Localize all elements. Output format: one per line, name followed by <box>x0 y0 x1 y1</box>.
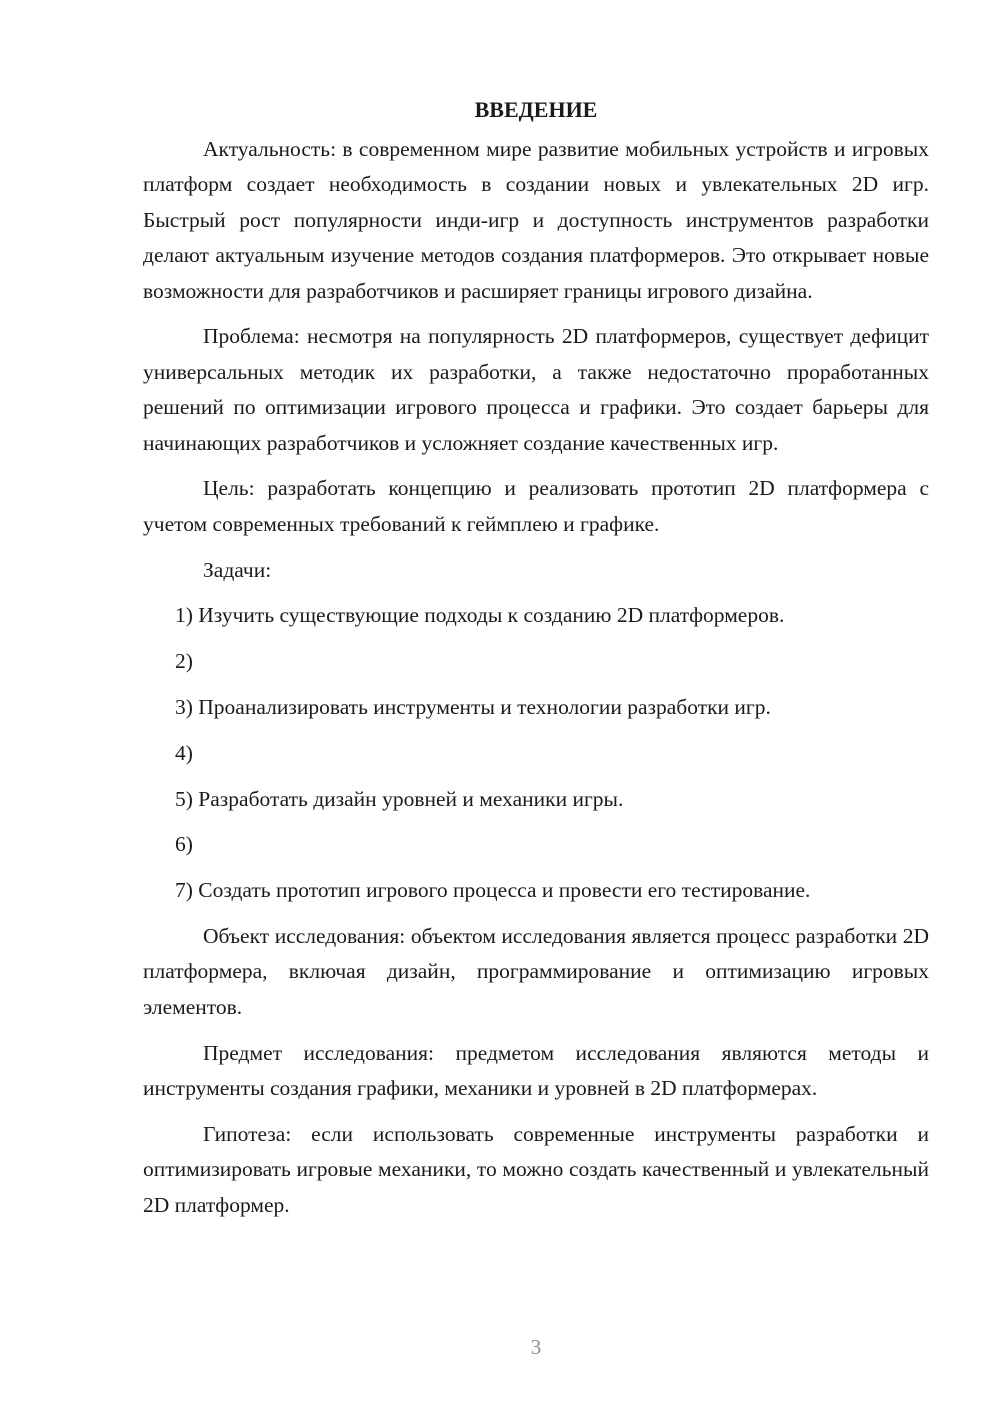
tasks-heading: Задачи: <box>203 557 272 582</box>
page-number: 3 <box>530 1335 542 1359</box>
task-item: 6) <box>175 832 193 857</box>
section-title: ВВЕДЕНИЕ <box>474 97 598 122</box>
hypothesis-paragraph: Гипотеза: если использовать современные инструменты разработки и оптимизировать игровые механики, то можно создать качественный и увлекательный 2D платформер. <box>143 1121 929 1217</box>
task-item: 2) <box>175 649 193 674</box>
relevance-paragraph: Актуальность: в современном мире развитие мобильных устройств и игровых платформ создает необходимость в создании новых и увлекательных 2D игр. Быстрый рост популярности инди-игр и доступность инструментов разработки делают актуальным изучение методов создания платформеров. Это открывает новые возможности для разработчиков и расширяет границы игрового дизайна. <box>143 137 929 303</box>
goal-paragraph: Цель: разработать концепцию и реализовать прототип 2D платформера с учетом современных требований к геймплею и графике. <box>143 476 929 536</box>
problem-paragraph: Проблема: несмотря на популярность 2D платформеров, существует дефицит универсальных методик их разработки, а также недостаточно проработанных решений по оптимизации игрового процесса и графики. Это создает барьеры для начинающих разработчиков и усложняет создание качественных игр. <box>143 324 929 455</box>
task-item: 4) <box>175 740 193 765</box>
task-item: 7) Создать прототип игрового процесса и провести его тестирование. <box>175 878 811 903</box>
task-item: 1) Изучить существующие подходы к созданию 2D платформеров. <box>175 603 785 628</box>
subject-paragraph: Предмет исследования: предметом исследования являются методы и инструменты создания графики, механики и уровней в 2D платформерах. <box>143 1040 929 1101</box>
task-item: 3) Проанализировать инструменты и технологии разработки игр. <box>175 695 771 720</box>
task-item: 5) Разработать дизайн уровней и механики игры. <box>175 786 624 811</box>
document-page <box>143 92 929 1233</box>
object-paragraph: Объект исследования: объектом исследования является процесс разработки 2D платформера, включая дизайн, программирование и оптимизацию игровых элементов. <box>143 924 929 1019</box>
